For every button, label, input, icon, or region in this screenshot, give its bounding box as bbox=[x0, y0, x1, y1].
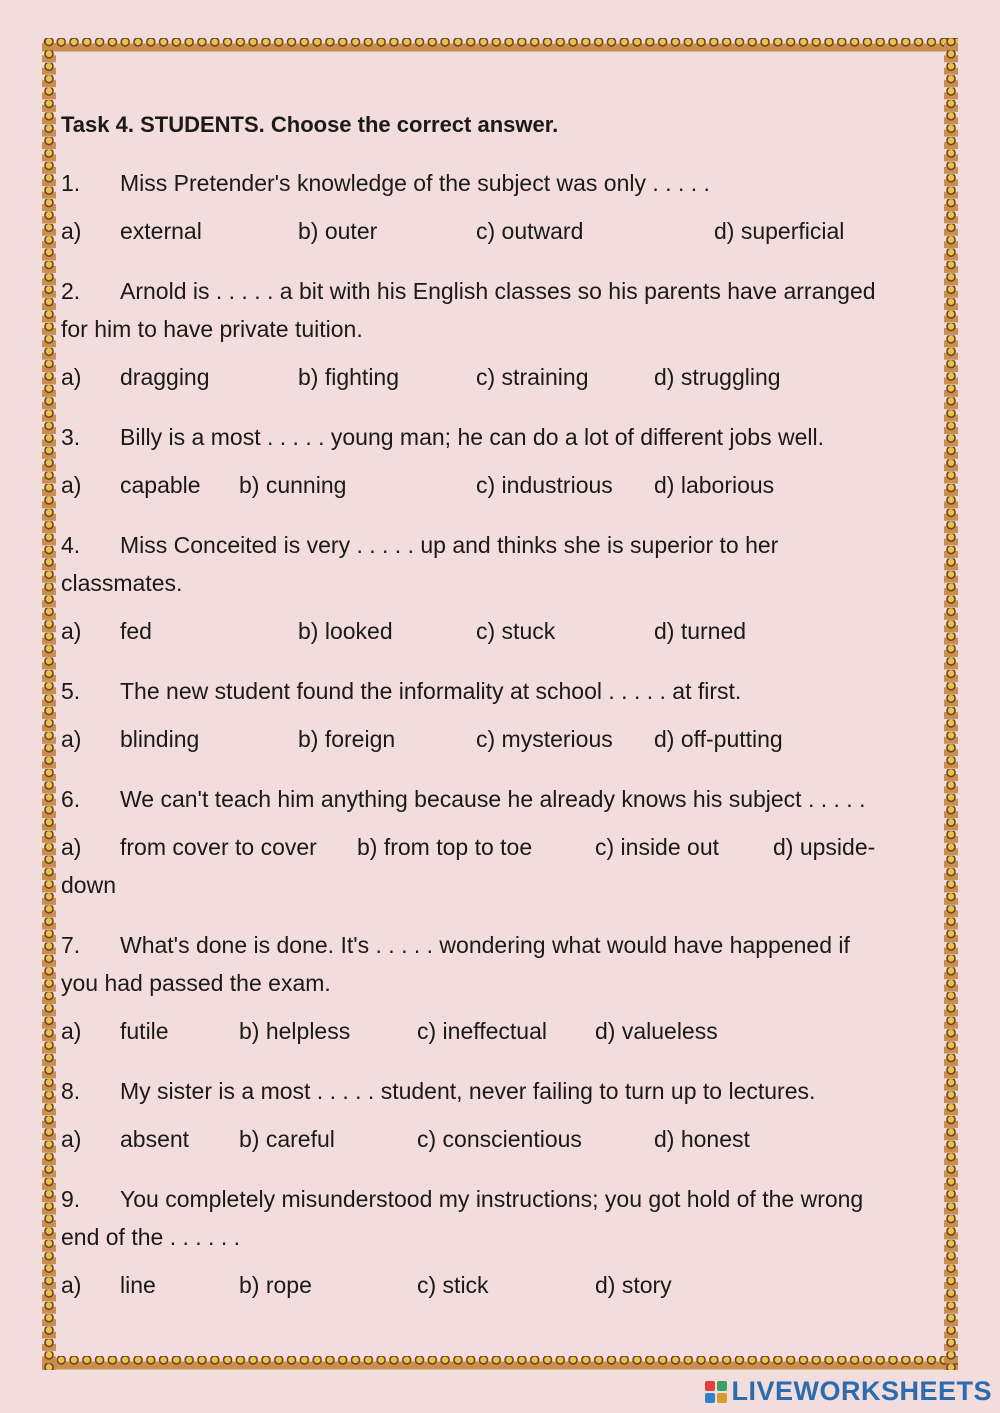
option-b[interactable]: b) fighting bbox=[298, 363, 400, 390]
question-7 bbox=[61, 926, 941, 1002]
question-2 bbox=[61, 272, 941, 348]
option-a[interactable]: absent bbox=[120, 1125, 190, 1152]
question-text: Miss Conceited is very . . . . . up and thinks she is superior to her bbox=[120, 531, 779, 558]
option-letter: a) bbox=[61, 217, 82, 244]
option-b[interactable]: b) helpless bbox=[239, 1017, 351, 1044]
task-title: Task 4. STUDENTS. Choose the correct answer. bbox=[61, 112, 559, 137]
option-d[interactable]: d) upside- bbox=[773, 833, 876, 860]
question-number: 9. bbox=[61, 1185, 81, 1212]
option-d[interactable]: d) story bbox=[595, 1271, 672, 1298]
question-number: 2. bbox=[61, 277, 81, 304]
option-b[interactable]: b) careful bbox=[239, 1125, 335, 1152]
option-letter: a) bbox=[61, 363, 82, 390]
options-8 bbox=[61, 1126, 941, 1164]
border-right bbox=[944, 38, 958, 1370]
option-d[interactable]: d) struggling bbox=[654, 363, 781, 390]
options-1 bbox=[61, 218, 941, 256]
option-d[interactable]: d) superficial bbox=[714, 217, 845, 244]
question-8 bbox=[61, 1072, 941, 1110]
options-9 bbox=[61, 1272, 941, 1310]
option-d[interactable]: d) turned bbox=[654, 617, 747, 644]
question-text-cont: you had passed the exam. bbox=[61, 969, 331, 996]
logo-text: LIVEWORKSHEETS bbox=[731, 1376, 992, 1406]
option-c[interactable]: c) ineffectual bbox=[417, 1017, 547, 1044]
question-text: We can't teach him anything because he already knows his subject . . . . . bbox=[120, 785, 866, 812]
option-a[interactable]: line bbox=[120, 1271, 156, 1298]
options-5 bbox=[61, 726, 941, 764]
option-c[interactable]: c) stuck bbox=[476, 617, 556, 644]
option-d[interactable]: d) honest bbox=[654, 1125, 750, 1152]
question-1 bbox=[61, 164, 941, 202]
liveworksheets-logo[interactable] bbox=[705, 1376, 992, 1407]
option-letter: a) bbox=[61, 833, 82, 860]
question-9 bbox=[61, 1180, 941, 1256]
option-a[interactable]: from cover to cover bbox=[120, 833, 317, 860]
question-number: 8. bbox=[61, 1077, 81, 1104]
option-c[interactable]: c) industrious bbox=[476, 471, 613, 498]
options-2 bbox=[61, 364, 941, 402]
question-number: 5. bbox=[61, 677, 81, 704]
option-b[interactable]: b) outer bbox=[298, 217, 378, 244]
question-text-cont: end of the . . . . . . bbox=[61, 1223, 240, 1250]
question-number: 7. bbox=[61, 931, 81, 958]
options-4 bbox=[61, 618, 941, 656]
question-text: You completely misunderstood my instructions; you got hold of the wrong bbox=[120, 1185, 864, 1212]
question-text: What's done is done. It's . . . . . wondering what would have happened if bbox=[120, 931, 850, 958]
option-c[interactable]: c) mysterious bbox=[476, 725, 613, 752]
question-5 bbox=[61, 672, 941, 710]
option-d[interactable]: d) laborious bbox=[654, 471, 775, 498]
question-3 bbox=[61, 418, 941, 456]
option-a[interactable]: dragging bbox=[120, 363, 210, 390]
question-number: 4. bbox=[61, 531, 81, 558]
option-b[interactable]: b) rope bbox=[239, 1271, 312, 1298]
question-4 bbox=[61, 526, 941, 602]
option-letter: a) bbox=[61, 1125, 82, 1152]
border-left bbox=[42, 38, 56, 1370]
option-b[interactable]: b) from top to toe bbox=[357, 833, 533, 860]
question-text: My sister is a most . . . . . student, never failing to turn up to lectures. bbox=[120, 1077, 816, 1104]
option-c[interactable]: c) stick bbox=[417, 1271, 489, 1298]
question-number: 1. bbox=[61, 169, 81, 196]
option-a[interactable]: fed bbox=[120, 617, 152, 644]
question-text: Arnold is . . . . . a bit with his English classes so his parents have arranged bbox=[120, 277, 876, 304]
option-b[interactable]: b) cunning bbox=[239, 471, 347, 498]
options-6 bbox=[61, 834, 941, 910]
question-text-cont: for him to have private tuition. bbox=[61, 315, 363, 342]
question-text: Billy is a most . . . . . young man; he can do a lot of different jobs well. bbox=[120, 423, 824, 450]
option-b[interactable]: b) looked bbox=[298, 617, 393, 644]
option-c[interactable]: c) outward bbox=[476, 217, 584, 244]
option-c[interactable]: c) straining bbox=[476, 363, 589, 390]
option-c[interactable]: c) inside out bbox=[595, 833, 720, 860]
option-a[interactable]: futile bbox=[120, 1017, 169, 1044]
logo-icon bbox=[705, 1381, 727, 1403]
options-7 bbox=[61, 1018, 941, 1056]
worksheet-content bbox=[61, 110, 941, 1326]
question-text: The new student found the informality at school . . . . . at first. bbox=[120, 677, 742, 704]
option-letter: a) bbox=[61, 617, 82, 644]
border-bottom bbox=[42, 1356, 958, 1370]
question-number: 6. bbox=[61, 785, 81, 812]
option-d[interactable]: d) valueless bbox=[595, 1017, 718, 1044]
option-a[interactable]: external bbox=[120, 217, 202, 244]
option-letter: a) bbox=[61, 725, 82, 752]
option-d-cont: down bbox=[61, 871, 116, 898]
options-3 bbox=[61, 472, 941, 510]
option-letter: a) bbox=[61, 471, 82, 498]
option-d[interactable]: d) off-putting bbox=[654, 725, 783, 752]
question-6 bbox=[61, 780, 941, 818]
option-a[interactable]: capable bbox=[120, 471, 201, 498]
option-letter: a) bbox=[61, 1271, 82, 1298]
option-b[interactable]: b) foreign bbox=[298, 725, 396, 752]
question-number: 3. bbox=[61, 423, 81, 450]
option-letter: a) bbox=[61, 1017, 82, 1044]
border-top bbox=[42, 38, 958, 52]
question-text: Miss Pretender's knowledge of the subject was only . . . . . bbox=[120, 169, 710, 196]
option-c[interactable]: c) conscientious bbox=[417, 1125, 582, 1152]
question-text-cont: classmates. bbox=[61, 569, 183, 596]
option-a[interactable]: blinding bbox=[120, 725, 200, 752]
